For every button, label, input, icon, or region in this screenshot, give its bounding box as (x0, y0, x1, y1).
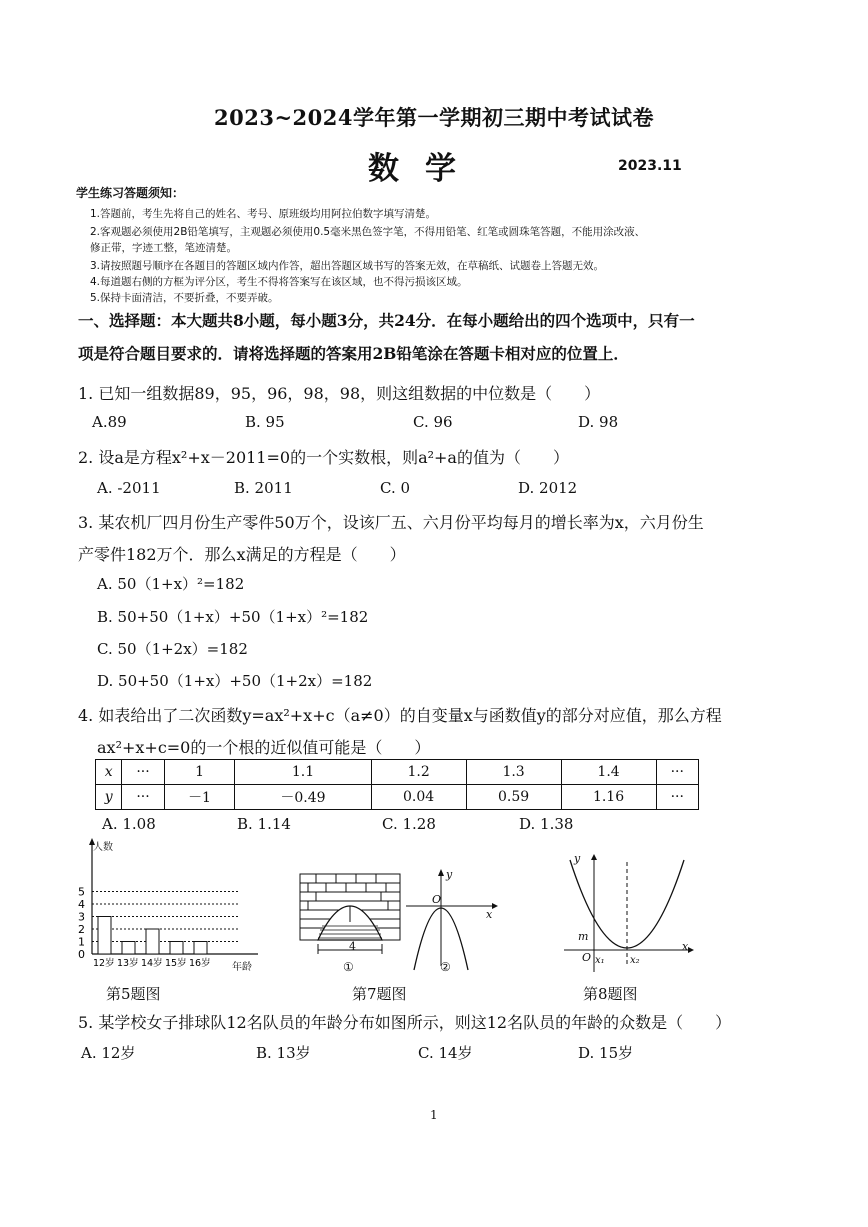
fig8-caption: 第8题图 (583, 985, 638, 1003)
question-3-stem-cont: 产零件182万个．那么x满足的方程是（ ） (78, 545, 406, 564)
q1-option-d: D. 98 (578, 413, 619, 431)
q4-option-a: A. 1.08 (102, 815, 156, 833)
fig5-plot (78, 838, 258, 969)
fig5-xlabel: 年龄 (232, 962, 252, 973)
fig5-ytick-label: 4 (78, 898, 85, 911)
fig5-ylabel: 人数 (93, 842, 113, 853)
fig8-x2: x₂ (630, 955, 640, 966)
q5-option-d: D. 15岁 (578, 1044, 634, 1062)
subject-title: 数学 (368, 151, 482, 187)
figure-7-bridge-and-parabola (296, 866, 516, 976)
fig5-category-label: 12岁 (93, 958, 115, 969)
question-1-stem: 1. 已知一组数据89，95，96，98，98，则这组数据的中位数是（ ） (78, 384, 601, 403)
fig5-category-label: 14岁 (141, 958, 163, 969)
q5-option-a: A. 12岁 (81, 1044, 136, 1062)
q3-option-a: A. 50（1+x）²=182 (97, 575, 245, 593)
q1-option-a: A.89 (92, 413, 127, 431)
fig7-origin: O (432, 893, 442, 906)
fig8-origin: O (582, 951, 592, 964)
table-cell: －0.49 (235, 785, 371, 810)
notice-item: 2.客观题必须使用2B铅笔填写，主观题必须使用0.5毫米黑色签字笔，不得用铅笔、红笔或圆珠笔答题，不能用涂改液、 (90, 226, 646, 238)
fig5-ytick-label: 5 (78, 885, 85, 899)
table-cell: y (96, 785, 122, 810)
fig5-bar (146, 929, 159, 954)
notice-heading: 学生练习答题须知： (76, 186, 185, 200)
table-cell: 1.16 (561, 785, 656, 810)
fig7-axis-y: y (446, 868, 453, 881)
fig7-width-label: 4 (349, 940, 356, 953)
fig7-caption: 第7题图 (352, 985, 407, 1003)
fig8-axis-x: x (682, 940, 689, 953)
q4-option-c: C. 1.28 (382, 815, 436, 833)
fig7-label-2: ② (440, 960, 451, 974)
q1-option-b: B. 95 (245, 413, 285, 431)
fig5-ytick-label: 0 (78, 948, 85, 961)
q3-option-d: D. 50+50（1+x）+50（1+2x）=182 (97, 672, 373, 690)
fig7-label-1: ① (343, 960, 354, 974)
table-cell: ··· (122, 785, 164, 810)
fig5-category-label: 15岁 (165, 958, 187, 969)
table-row (96, 785, 699, 810)
table-cell: 1.2 (371, 760, 466, 785)
table-cell: 1.1 (235, 760, 371, 785)
table-cell: 1.3 (466, 760, 561, 785)
table-cell: ··· (122, 760, 164, 785)
fig5-ytick-label: 1 (78, 935, 85, 949)
q2-option-a: A. -2011 (97, 479, 161, 497)
table-cell: 1.4 (561, 760, 656, 785)
section-heading: 一、选择题：本大题共8小题，每小题3分，共24分．在每小题给出的四个选项中，只有一 (78, 311, 695, 330)
fig5-bar (98, 917, 111, 955)
q2-option-d: D. 2012 (518, 479, 578, 497)
question-4-stem-cont: ax²+x+c=0的一个根的近似值可能是（ ） (97, 738, 431, 757)
table-cell: ··· (656, 760, 698, 785)
page-number: 1 (430, 1108, 438, 1122)
fig8-x1: x₁ (595, 955, 605, 966)
table-cell: x (96, 760, 122, 785)
q4-option-d: D. 1.38 (519, 815, 574, 833)
table-row (96, 760, 699, 785)
q2-option-c: C. 0 (380, 479, 411, 497)
q3-option-c: C. 50（1+2x）=182 (97, 640, 248, 658)
fig5-category-label: 13岁 (117, 958, 139, 969)
fig8-m: m (578, 930, 589, 943)
fig7-axis-x: x (486, 908, 493, 921)
section-heading-cont: 项是符合题目要求的．请将选择题的答案用2B铅笔涂在答题卡相对应的位置上． (78, 344, 629, 363)
fig5-bar (194, 942, 207, 955)
question-4-stem: 4. 如表给出了二次函数y=ax²+x+c（a≠0）的自变量x与函数值y的部分对应值，那么方程 (78, 706, 722, 725)
fig8-axis-y: y (574, 852, 581, 865)
question-5-stem: 5. 某学校女子排球队12名队员的年龄分布如图所示，则这12名队员的年龄的众数是（ ） (78, 1013, 732, 1032)
notice-item: 5.保持卡面清洁，不要折叠，不要弄破。 (90, 292, 279, 304)
q5-option-b: B. 13岁 (256, 1044, 311, 1062)
fig5-caption: 第5题图 (106, 985, 161, 1003)
table-cell: ··· (656, 785, 698, 810)
q1-option-c: C. 96 (413, 413, 453, 431)
question-3-stem: 3. 某农机厂四月份生产零件50万个，设该厂五、六月份平均每月的增长率为x，六月份生 (78, 513, 704, 532)
notice-item: 1.答题前，考生先将自己的姓名、考号、原班级均用阿拉伯数字填写清楚。 (90, 208, 437, 220)
notice-item: 修正带，字迹工整，笔迹清楚。 (90, 242, 237, 254)
fig5-ytick-label: 2 (78, 923, 85, 936)
fig5-category-label: 16岁 (189, 958, 211, 969)
table-cell: 0.59 (466, 785, 561, 810)
fig5-bar (170, 942, 183, 955)
table-cell: －1 (164, 785, 235, 810)
value-table (95, 759, 699, 810)
fig5-bar (122, 942, 135, 955)
exam-date: 2023.11 (618, 158, 682, 174)
notice-item: 3.请按照题号顺序在各题目的答题区域内作答，超出答题区域书写的答案无效，在草稿纸、试题卷上答题无效。 (90, 260, 605, 272)
q5-option-c: C. 14岁 (418, 1044, 473, 1062)
question-2-stem: 2. 设a是方程x²+x－2011=0的一个实数根，则a²+a的值为（ ） (78, 448, 569, 467)
q4-option-b: B. 1.14 (237, 815, 291, 833)
q3-option-b: B. 50+50（1+x）+50（1+x）²=182 (97, 608, 369, 626)
exam-title: 2023~2024学年第一学期初三期中考试试卷 (214, 105, 654, 130)
fig5-ytick-label: 3 (78, 910, 85, 924)
table-cell: 0.04 (371, 785, 466, 810)
figure-5-bar-chart (70, 836, 270, 976)
q2-option-b: B. 2011 (234, 479, 293, 497)
notice-item: 4.每道题右侧的方框为评分区，考生不得将答案写在该区域，也不得污损该区域。 (90, 276, 468, 288)
table-cell: 1 (164, 760, 235, 785)
